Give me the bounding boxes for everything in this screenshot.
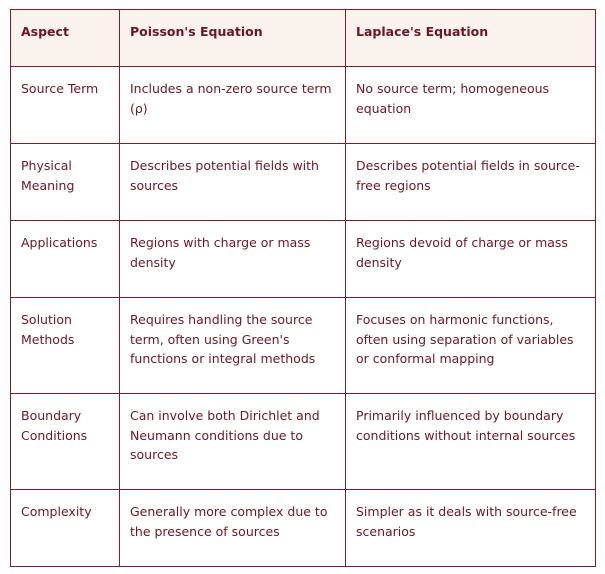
table-row	[11, 221, 596, 298]
table-row	[11, 144, 596, 221]
header-poisson: Poisson's Equation	[120, 10, 346, 67]
cell-poisson: Requires handling the source term, often using Green's functions or integral methods	[120, 298, 346, 394]
cell-laplace: Regions devoid of charge or mass density	[346, 221, 596, 298]
cell-aspect: Boundary Conditions	[11, 394, 120, 490]
cell-poisson: Generally more complex due to the presence of sources	[120, 490, 346, 567]
cell-aspect: Source Term	[11, 67, 120, 144]
cell-laplace: Describes potential fields in source-free regions	[346, 144, 596, 221]
comparison-table-container	[10, 9, 595, 567]
cell-laplace: Primarily influenced by boundary conditions without internal sources	[346, 394, 596, 490]
table-row	[11, 490, 596, 567]
header-row	[11, 10, 596, 67]
cell-laplace: Simpler as it deals with source-free scenarios	[346, 490, 596, 567]
cell-poisson: Describes potential fields with sources	[120, 144, 346, 221]
cell-aspect: Complexity	[11, 490, 120, 567]
cell-laplace: Focuses on harmonic functions, often using separation of variables or conformal mapping	[346, 298, 596, 394]
table-row	[11, 67, 596, 144]
table-row	[11, 298, 596, 394]
header-aspect: Aspect	[11, 10, 120, 67]
cell-poisson: Includes a non-zero source term (ρ)	[120, 67, 346, 144]
cell-aspect: Applications	[11, 221, 120, 298]
cell-poisson: Regions with charge or mass density	[120, 221, 346, 298]
table-row	[11, 394, 596, 490]
header-laplace: Laplace's Equation	[346, 10, 596, 67]
cell-aspect: Solution Methods	[11, 298, 120, 394]
comparison-table	[10, 9, 596, 567]
cell-aspect: Physical Meaning	[11, 144, 120, 221]
cell-poisson: Can involve both Dirichlet and Neumann conditions due to sources	[120, 394, 346, 490]
cell-laplace: No source term; homogeneous equation	[346, 67, 596, 144]
